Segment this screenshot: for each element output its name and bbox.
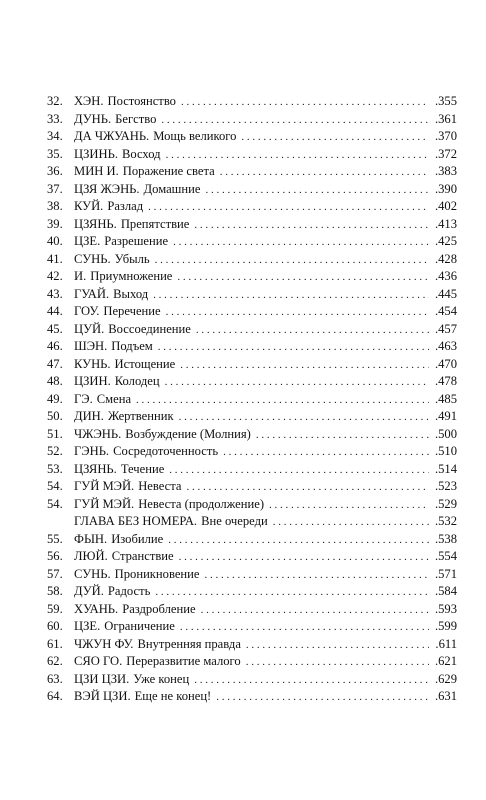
toc-entry [47, 513, 457, 531]
dot-leader [246, 637, 429, 655]
entry-hexagram-name: ГУАЙ. [74, 286, 110, 301]
entry-number: 32. [47, 94, 63, 108]
dot-leader [161, 112, 429, 130]
entry-page-number: .457 [434, 321, 457, 336]
entry-hexagram-name: ГОУ. [74, 304, 100, 318]
entry-page-number: .383 [434, 164, 457, 178]
entry-title: Еще не конец! [134, 689, 212, 703]
entry-number: 51. [47, 426, 63, 441]
toc-entry [47, 338, 457, 356]
dot-leader [241, 129, 429, 147]
dot-leader [194, 217, 429, 235]
dot-leader [148, 199, 429, 217]
entry-hexagram-name: СУНЬ. [74, 251, 111, 266]
entry-hexagram-name: КУЙ. [74, 199, 104, 213]
entry-hexagram-name: КУНЬ. [74, 356, 111, 371]
entry-hexagram-name: СУНЬ. [74, 566, 111, 581]
entry-hexagram-name: ЦЗЕ. [74, 234, 101, 248]
entry-page-number: .428 [434, 251, 457, 266]
entry-hexagram-name: ЧЖУН ФУ. [74, 636, 134, 651]
dot-leader [158, 339, 429, 357]
entry-title: Раздробление [122, 601, 196, 616]
entry-hexagram-name: ДУЙ. [74, 584, 104, 598]
dot-leader [201, 602, 429, 620]
entry-hexagram-name: ЦЗЕ. [74, 619, 101, 633]
toc-entry [47, 93, 457, 111]
toc-entry [47, 653, 457, 671]
toc-entry [47, 251, 457, 269]
entry-number: 52. [47, 444, 63, 458]
entry-title: Восход [121, 146, 161, 161]
entry-title: Странствие [111, 549, 174, 563]
entry-page-number: .370 [434, 129, 457, 143]
entry-title: Разлад [107, 199, 144, 213]
dot-leader [155, 252, 429, 270]
entry-number: 47. [47, 356, 63, 371]
dot-leader [166, 147, 429, 165]
entry-number: 54. [47, 479, 63, 493]
toc-entry [47, 583, 457, 601]
dot-leader [165, 374, 429, 392]
entry-hexagram-name: ЦЗЯНЬ. [74, 461, 117, 476]
toc-entry [47, 286, 457, 304]
entry-page-number: .571 [434, 566, 457, 581]
entry-hexagram-name: ЦУЙ. [74, 321, 105, 336]
entry-page-number: .500 [434, 426, 457, 441]
entry-title: Вне очереди [201, 514, 268, 528]
entry-hexagram-name: ЦЗЯНЬ. [74, 216, 117, 231]
entry-page-number: .413 [434, 216, 457, 231]
entry-page-number: .538 [434, 531, 457, 546]
entry-hexagram-name: СЯО ГО. [74, 654, 123, 668]
entry-number: 35. [47, 146, 63, 161]
entry-page-number: .454 [434, 304, 457, 318]
entry-page-number: .445 [434, 286, 457, 301]
entry-page-number: .599 [434, 619, 457, 633]
entry-page-number: .390 [434, 181, 457, 196]
toc-entry [47, 531, 457, 549]
toc-entry [47, 216, 457, 234]
entry-title: Домашние [143, 181, 201, 196]
entry-hexagram-name: ЦЗИНЬ. [74, 146, 118, 161]
entry-page-number: .631 [434, 689, 457, 703]
dot-leader [179, 549, 429, 567]
entry-hexagram-name: ЛЮЙ. [74, 549, 108, 563]
entry-hexagram-name: ГУЙ МЭЙ. [74, 496, 135, 511]
dot-leader [187, 479, 429, 497]
entry-hexagram-name: ХЭН. [74, 94, 104, 108]
toc-entry [47, 548, 457, 566]
toc-entry [47, 303, 457, 321]
entry-hexagram-name: ШЭН. [74, 339, 108, 353]
entry-page-number: .532 [434, 514, 457, 528]
entry-number: 59. [47, 601, 63, 616]
toc-entry [47, 426, 457, 444]
dot-leader [223, 444, 429, 462]
entry-title: Истощение [114, 356, 176, 371]
entry-title: Радость [107, 584, 151, 598]
entry-page-number: .593 [434, 601, 457, 616]
entry-number: 34. [47, 129, 63, 143]
dot-leader [155, 584, 429, 602]
toc-entry [47, 233, 457, 251]
entry-page-number: .425 [434, 234, 457, 248]
entry-title: Колодец [114, 374, 160, 388]
dot-leader [196, 322, 429, 340]
entry-hexagram-name: ЦЗИ ЦЗИ. [74, 671, 130, 686]
entry-number: 54. [47, 496, 63, 511]
entry-number: 58. [47, 584, 63, 598]
entry-number: 43. [47, 286, 63, 301]
entry-title: Уже конец [133, 671, 190, 686]
entry-number: 45. [47, 321, 63, 336]
entry-number: 38. [47, 199, 63, 213]
entry-title: Течение [120, 461, 165, 476]
toc-entry [47, 146, 457, 164]
toc-entry [47, 443, 457, 461]
entry-hexagram-name: ЦЗЯ ЖЭНЬ. [74, 181, 140, 196]
entry-number: 53. [47, 461, 63, 476]
dot-leader [205, 182, 429, 200]
entry-number: 64. [47, 689, 63, 703]
dot-leader [179, 409, 429, 427]
entry-page-number: .629 [434, 671, 457, 686]
entry-hexagram-name: ГЭНЬ. [74, 444, 110, 458]
dot-leader [256, 427, 429, 445]
entry-title: Смена [96, 391, 132, 406]
dot-leader [153, 287, 429, 305]
entry-title: Постоянство [107, 94, 176, 108]
entry-title: Подъем [111, 339, 153, 353]
entry-number: 61. [47, 636, 63, 651]
entry-page-number: .529 [434, 496, 457, 511]
entry-number: 39. [47, 216, 63, 231]
entry-page-number: .514 [434, 461, 457, 476]
toc-entry [47, 163, 457, 181]
dot-leader [136, 392, 429, 410]
entry-number: 33. [47, 111, 63, 126]
entry-hexagram-name: ДА ЧЖУАНЬ. [74, 129, 150, 143]
entry-page-number: .523 [434, 479, 457, 493]
entry-number: 55. [47, 531, 63, 546]
entry-title: Перечение [103, 304, 161, 318]
entry-page-number: .485 [434, 391, 457, 406]
entry-hexagram-name: ХУАНЬ. [74, 601, 119, 616]
entry-page-number: .436 [434, 269, 457, 283]
entry-number: 60. [47, 619, 63, 633]
entry-hexagram-name: МИН И. [74, 164, 119, 178]
dot-leader [194, 672, 429, 690]
toc-entry [47, 181, 457, 199]
toc-entry [47, 671, 457, 689]
entry-hexagram-name: ГЛАВА БЕЗ НОМЕРА. [74, 514, 198, 528]
toc-entry [47, 128, 457, 146]
toc-entry [47, 636, 457, 654]
dot-leader [173, 234, 429, 252]
entry-title: Разрешение [104, 234, 169, 248]
table-of-contents [47, 93, 457, 706]
toc-entry [47, 566, 457, 584]
toc-entry [47, 268, 457, 286]
dot-leader [220, 164, 429, 182]
dot-leader [216, 689, 429, 707]
toc-entry [47, 198, 457, 216]
entry-page-number: .584 [434, 584, 457, 598]
entry-title: Проникновение [114, 566, 200, 581]
dot-leader [181, 94, 429, 112]
dot-leader [205, 567, 430, 585]
entry-number: 49. [47, 391, 63, 406]
dot-leader [246, 654, 429, 672]
entry-title: Изобилие [111, 531, 164, 546]
entry-page-number: .470 [434, 356, 457, 371]
entry-hexagram-name: ФЫН. [74, 531, 108, 546]
entry-title: Убыль [114, 251, 150, 266]
dot-leader [166, 304, 429, 322]
entry-hexagram-name: ВЭЙ ЦЗИ. [74, 689, 131, 703]
dot-leader [269, 497, 429, 515]
entry-hexagram-name: ГЭ. [74, 391, 93, 406]
entry-hexagram-name: ДИН. [74, 409, 104, 423]
entry-number: 37. [47, 181, 63, 196]
dot-leader [169, 462, 429, 480]
entry-number: 56. [47, 549, 63, 563]
entry-title: Выход [113, 286, 149, 301]
entry-page-number: .361 [434, 111, 457, 126]
toc-entry [47, 601, 457, 619]
entry-page-number: .554 [434, 549, 457, 563]
entry-page-number: .491 [434, 409, 457, 423]
entry-title: Внутренняя правда [137, 636, 241, 651]
dot-leader [273, 514, 429, 532]
toc-entry [47, 321, 457, 339]
entry-page-number: .621 [434, 654, 457, 668]
dot-leader [180, 357, 429, 375]
entry-title: Жертвенник [107, 409, 174, 423]
entry-hexagram-name: ЧЖЭНЬ. [74, 426, 122, 441]
dot-leader [168, 532, 429, 550]
entry-page-number: .510 [434, 444, 457, 458]
entry-title: Воссоединение [108, 321, 191, 336]
entry-title: Ограничение [104, 619, 175, 633]
entry-hexagram-name: ДУНЬ. [74, 111, 112, 126]
entry-number: 41. [47, 251, 63, 266]
entry-title: Возбуждение (Молния) [125, 426, 251, 441]
entry-title: Невеста [138, 479, 182, 493]
entry-page-number: .463 [434, 339, 457, 353]
entry-title: Препятствие [120, 216, 190, 231]
entry-number: 40. [47, 234, 63, 248]
entry-hexagram-name: ЦЗИН. [74, 374, 111, 388]
toc-entry [47, 111, 457, 129]
entry-page-number: .372 [434, 146, 457, 161]
toc-entry [47, 478, 457, 496]
entry-number: 63. [47, 671, 63, 686]
entry-number: 42. [47, 269, 63, 283]
entry-number: 50. [47, 409, 63, 423]
entry-number: 36. [47, 164, 63, 178]
dot-leader [180, 619, 429, 637]
entry-page-number: .355 [434, 94, 457, 108]
entry-title: Невеста (продолжение) [138, 496, 265, 511]
entry-number: 48. [47, 374, 63, 388]
toc-entry [47, 461, 457, 479]
toc-entry [47, 408, 457, 426]
toc-entry [47, 391, 457, 409]
entry-page-number: .611 [435, 636, 457, 651]
entry-number: 44. [47, 304, 63, 318]
toc-entry [47, 356, 457, 374]
entry-title: Бегство [115, 111, 157, 126]
dot-leader [177, 269, 429, 287]
entry-title: Мощь великого [153, 129, 237, 143]
entry-title: Приумножение [90, 269, 173, 283]
toc-entry [47, 373, 457, 391]
entry-page-number: .402 [434, 199, 457, 213]
toc-entry [47, 496, 457, 514]
entry-number: 62. [47, 654, 63, 668]
entry-title: Сосредоточенность [113, 444, 219, 458]
entry-hexagram-name: И. [74, 269, 87, 283]
entry-number: 57. [47, 566, 63, 581]
entry-title: Поражение света [122, 164, 215, 178]
toc-entry [47, 618, 457, 636]
entry-title: Переразвитие малого [126, 654, 241, 668]
toc-entry [47, 688, 457, 706]
entry-page-number: .478 [434, 374, 457, 388]
entry-hexagram-name: ГУЙ МЭЙ. [74, 479, 135, 493]
entry-number: 46. [47, 339, 63, 353]
